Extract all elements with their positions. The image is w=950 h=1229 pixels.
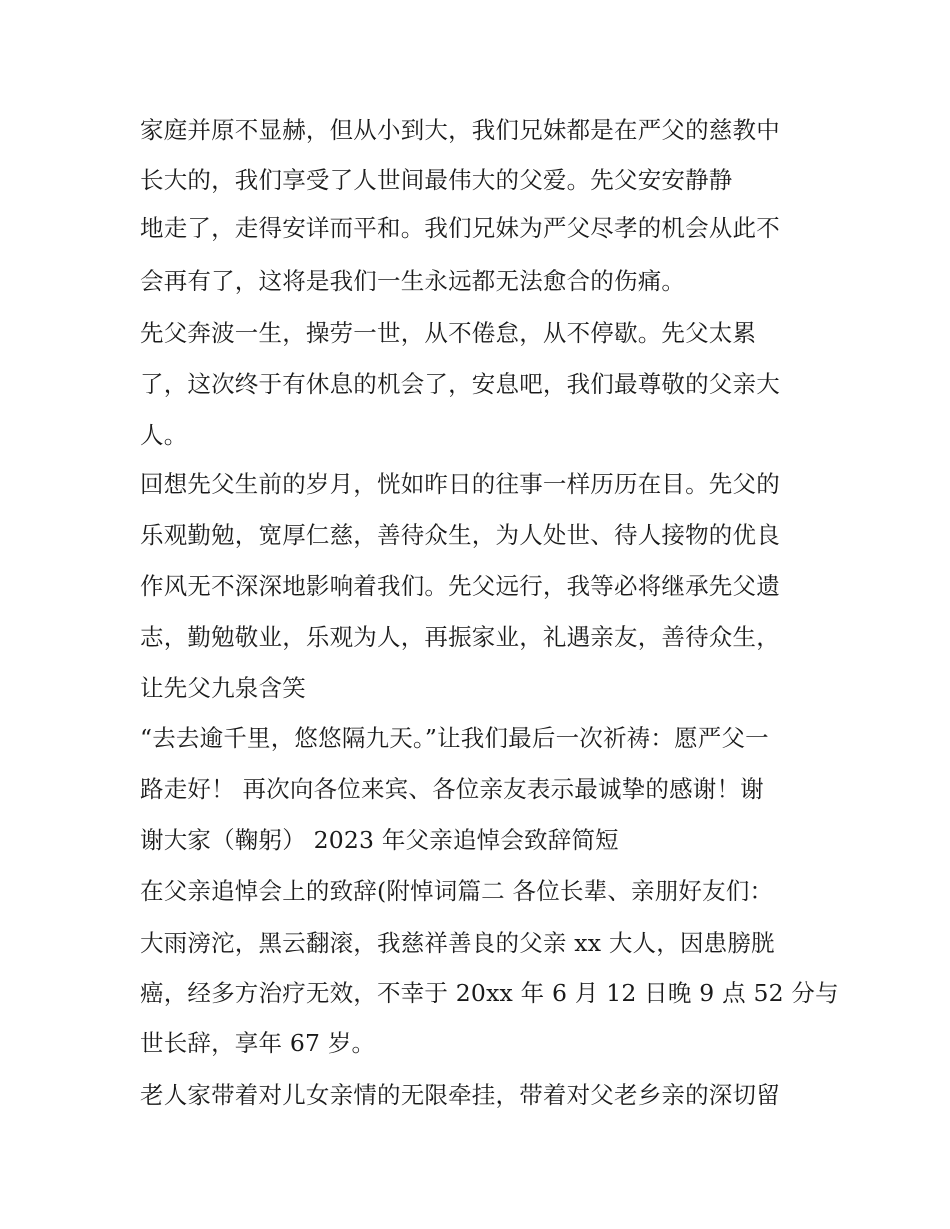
text-line: 了，这次终于有休息的机会了，安息吧，我们最尊敬的父亲大 (140, 370, 780, 398)
text-line: 乐观勤勉，宽厚仁慈，善待众生，为人处世、待人接物的优良 (140, 521, 780, 549)
text-line: 会再有了，这将是我们一生永远都无法愈合的伤痛。 (140, 267, 686, 295)
text-line: 世长辞，享年 67 岁。 (140, 1029, 376, 1057)
text-line: 作风无不深深地影响着我们。先父远行，我等必将继承先父遗 (140, 572, 780, 600)
text-line: 长大的，我们享受了人世间最伟大的父爱。先父安安静静 (140, 166, 733, 194)
text-line: 人。 (140, 421, 188, 449)
text-line: 回想先父生前的岁月，恍如昨日的往事一样历历在目。先父的 (140, 470, 780, 498)
text-line: “去去逾千里，悠悠隔九天。”让我们最后一次祈祷：愿严父一 (140, 724, 769, 752)
text-line: 在父亲追悼会上的致辞(附悼词篇二 各位长辈、亲朋好友们： (140, 877, 774, 905)
text-line: 老人家带着对儿女亲情的无限牵挂，带着对父老乡亲的深切留 (140, 1081, 780, 1109)
text-line: 谢大家（鞠躬） 2023 年父亲追悼会致辞简短 (140, 826, 619, 854)
text-line: 大雨滂沱，黑云翻滚，我慈祥善良的父亲 xx 大人，因患膀胱 (140, 929, 775, 957)
text-line: 家庭并原不显赫，但从小到大，我们兄妹都是在严父的慈教中 (140, 116, 780, 144)
text-line: 地走了，走得安详而平和。我们兄妹为严父尽孝的机会从此不 (140, 214, 780, 242)
text-line: 志，勤勉敬业，乐观为人，再振家业，礼遇亲友，善待众生， (140, 623, 780, 651)
text-line: 癌，经多方治疗无效，不幸于 20xx 年 6 月 12 日晚 9 点 52 分与 (140, 979, 839, 1007)
text-line: 路走好！ 再次向各位来宾、各位亲友表示最诚挚的感谢！谢 (140, 775, 764, 803)
text-line: 先父奔波一生，操劳一世，从不倦怠，从不停歇。先父太累 (140, 319, 757, 347)
text-line: 让先父九泉含笑 (140, 674, 306, 702)
